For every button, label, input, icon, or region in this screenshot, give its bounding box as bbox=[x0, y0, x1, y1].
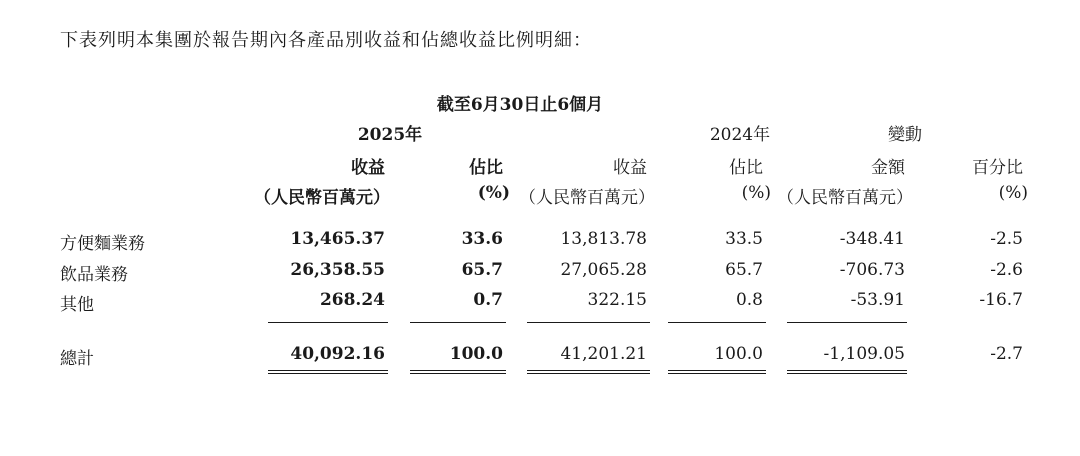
total-double-rule bbox=[668, 370, 766, 374]
row-label: 其他 bbox=[60, 295, 94, 315]
subtotal-rule bbox=[668, 322, 766, 323]
total-percent: -2.7 bbox=[990, 344, 1023, 364]
total-double-rule bbox=[410, 370, 506, 374]
unit-rmb-2025: （人民幣百萬元） bbox=[254, 188, 390, 208]
row-rev-2024: 13,813.78 bbox=[560, 229, 647, 249]
row-amount: -706.73 bbox=[839, 260, 905, 280]
row-rev-2025: 13,465.37 bbox=[290, 229, 385, 249]
row-pct-2024: 0.8 bbox=[735, 290, 763, 310]
unit-rmb-change: （人民幣百萬元） bbox=[777, 188, 913, 208]
row-rev-2024: 322.15 bbox=[587, 290, 647, 310]
row-amount: -348.41 bbox=[839, 229, 905, 249]
amount-header: 金額 bbox=[871, 158, 905, 178]
row-percent: -16.7 bbox=[979, 290, 1023, 310]
row-rev-2025: 26,358.55 bbox=[290, 260, 385, 280]
unit-pct-2024: (%) bbox=[741, 183, 771, 203]
subtotal-rule bbox=[527, 322, 650, 323]
total-amount: -1,109.05 bbox=[823, 344, 905, 364]
total-pct-2025: 100.0 bbox=[449, 344, 503, 364]
row-percent: -2.6 bbox=[990, 260, 1023, 280]
total-label: 總計 bbox=[60, 349, 94, 369]
year-2024-header: 2024年 bbox=[709, 125, 771, 145]
subtotal-rule bbox=[787, 322, 907, 323]
row-pct-2024: 65.7 bbox=[725, 260, 763, 280]
percent-header: 百分比 bbox=[972, 158, 1023, 178]
subtotal-rule bbox=[410, 322, 506, 323]
intro-text: 下表列明本集團於報告期內各產品別收益和佔總收益比例明細： bbox=[60, 30, 592, 51]
pct-2025-header: 佔比 bbox=[469, 158, 503, 178]
revenue-2024-header: 收益 bbox=[613, 158, 647, 178]
row-pct-2025: 65.7 bbox=[461, 260, 503, 280]
row-amount: -53.91 bbox=[850, 290, 905, 310]
period-header: 截至6月30日止6個月 bbox=[436, 95, 604, 115]
row-percent: -2.5 bbox=[990, 229, 1023, 249]
total-double-rule bbox=[268, 370, 388, 374]
revenue-2025-header: 收益 bbox=[351, 158, 385, 178]
total-rev-2024: 41,201.21 bbox=[560, 344, 647, 364]
pct-2024-header: 佔比 bbox=[729, 158, 763, 178]
row-pct-2024: 33.5 bbox=[725, 229, 763, 249]
unit-pct-change: (%) bbox=[998, 183, 1028, 203]
total-double-rule bbox=[527, 370, 650, 374]
year-2025-header: 2025年 bbox=[357, 125, 423, 145]
row-pct-2025: 0.7 bbox=[473, 290, 503, 310]
unit-rmb-2024: （人民幣百萬元） bbox=[519, 188, 655, 208]
row-rev-2025: 268.24 bbox=[319, 290, 385, 310]
row-pct-2025: 33.6 bbox=[461, 229, 503, 249]
row-label: 方便麵業務 bbox=[60, 234, 145, 254]
row-rev-2024: 27,065.28 bbox=[560, 260, 647, 280]
subtotal-rule bbox=[268, 322, 388, 323]
unit-pct-2025: (%) bbox=[477, 183, 510, 203]
total-rev-2025: 40,092.16 bbox=[290, 344, 385, 364]
row-label: 飲品業務 bbox=[60, 265, 128, 285]
change-header: 變動 bbox=[888, 125, 922, 145]
total-pct-2024: 100.0 bbox=[714, 344, 763, 364]
total-double-rule bbox=[787, 370, 907, 374]
